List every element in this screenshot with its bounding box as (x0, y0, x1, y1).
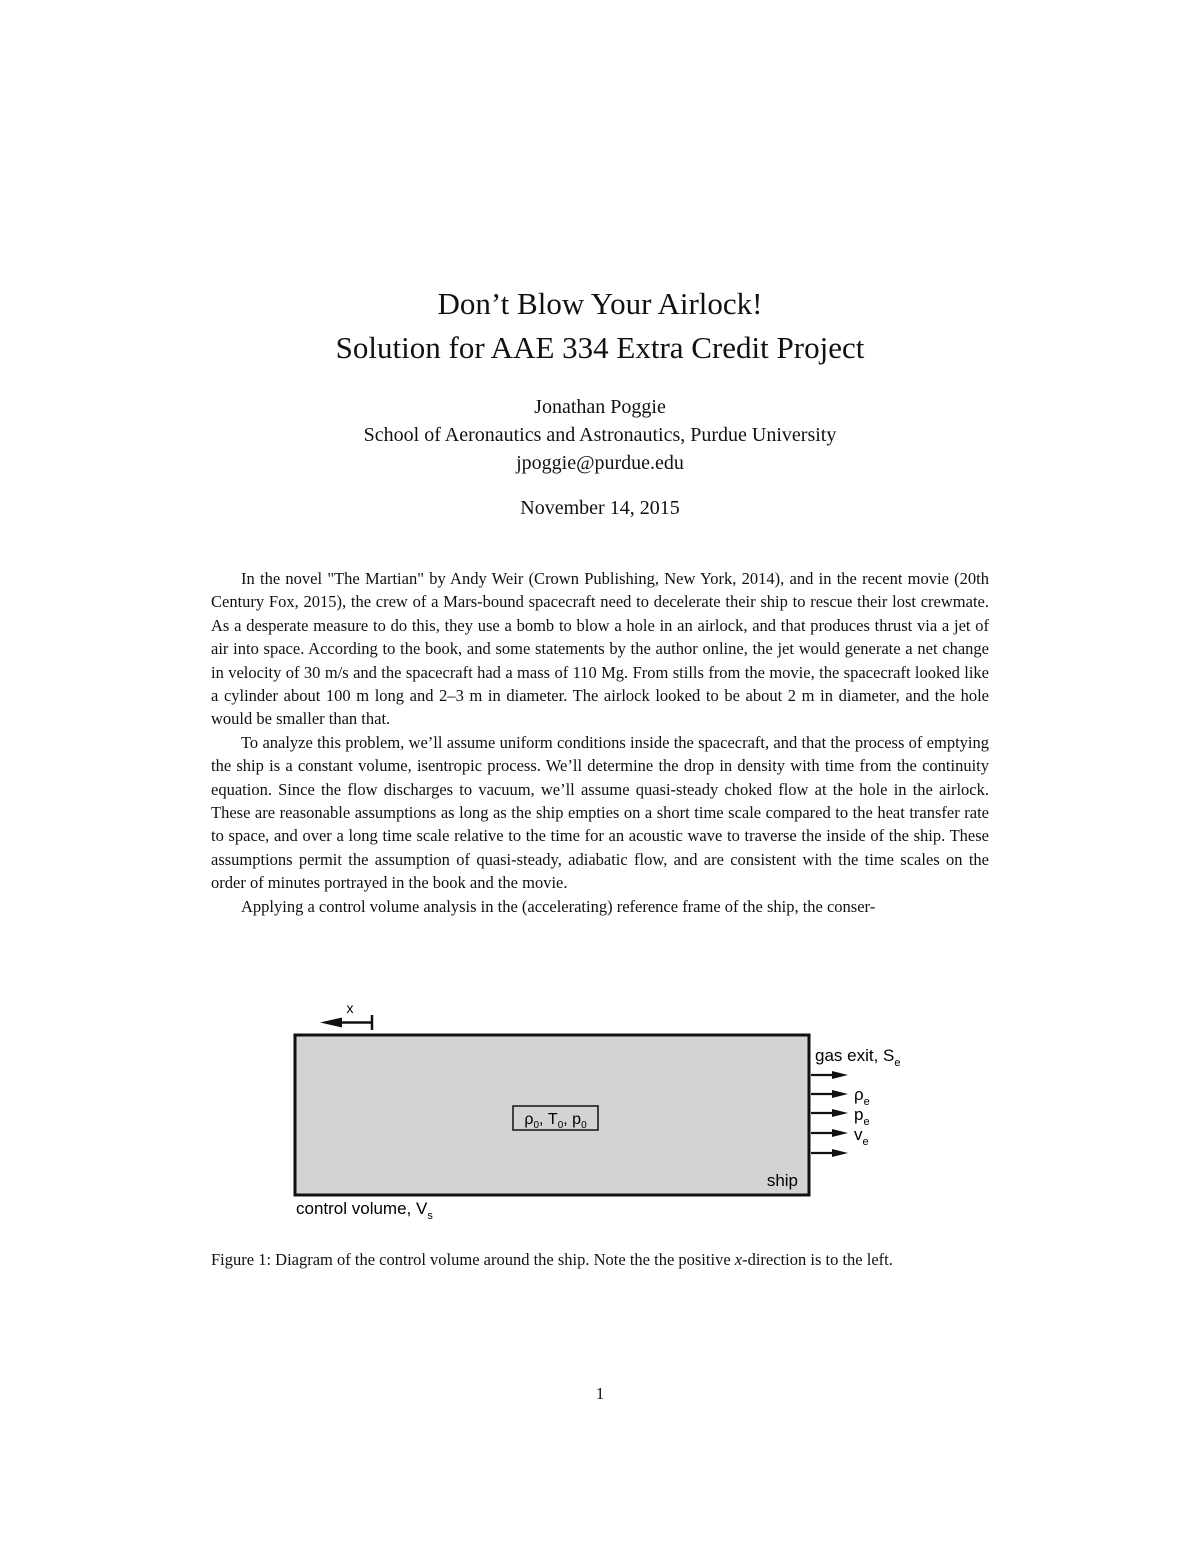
interior-pressure: p (572, 1111, 582, 1128)
title-block (0, 282, 1200, 370)
ship-label: ship (766, 1171, 798, 1190)
control-volume-diagram (280, 995, 960, 1225)
paper-title: Don’t Blow Your Airlock! (437, 286, 763, 321)
control-volume-label: control volume, $V_s$ (296, 1199, 433, 1222)
exit-flow-arrows (811, 1071, 848, 1157)
author-name: Jonathan Poggie (534, 396, 666, 418)
paragraph: In the novel "The Martian" by Andy Weir (Crown Publishing, New York, 2014), and in the recent movie (20th Century Fox, 2015), the crew of a Mars-bound spacecraft need to decelerate their ship to rescue their lost crewmate. As a desperate measure to do this, they use a bomb to blow a hole in an airlock, and that produces thrust via a jet of air into space. According to the book, and some statements by the author online, the jet would generate a net change in velocity of 30 m/s and the spacecraft had a mass of 110 Mg. From stills from the movie, the spacecraft looked like a cylinder about 100 m long and 2–3 m in diameter. The airlock looked to be about 2 m in diameter, and the hole would be smaller than that. (211, 569, 989, 729)
author-block (0, 393, 1200, 477)
interior-state-label: $\rho_0$, $T_0$, $p_0$ (524, 1111, 587, 1131)
paper-date: November 14, 2015 (520, 497, 680, 519)
exit-density-label: $\rho_e$ (854, 1085, 870, 1108)
paragraph: Applying a control volume analysis in the (accelerating) reference frame of the ship, the conser- (241, 896, 876, 916)
exit-arrowhead-icon (832, 1090, 848, 1098)
exit-pressure-label: $p_e$ (854, 1105, 870, 1128)
interior-temp: T (547, 1111, 558, 1128)
x-axis-arrow-icon (320, 1018, 342, 1028)
gas-exit-label: gas exit, $S_e$ (815, 1046, 901, 1069)
page-number: 1 (595, 1384, 605, 1403)
exit-velocity-label: $v_e$ (854, 1125, 869, 1148)
paper-subtitle: Solution for AAE 334 Extra Credit Project (335, 330, 865, 365)
author-email: jpoggie@purdue.edu (516, 452, 684, 474)
exit-arrowhead-icon (832, 1071, 848, 1079)
caption-variable: x (734, 1250, 743, 1269)
control-volume-figure (280, 995, 960, 1225)
exit-arrowhead-icon (832, 1149, 848, 1157)
paragraph: To analyze this problem, we’ll assume uniform conditions inside the spacecraft, and that the process of emptying the ship is a constant volume, isentropic process. We’ll determine the drop in density with time from the continuity equation. Since the flow discharges to vacuum, we’ll assume quasi-steady choked flow at the hole in the airlock. These are reasonable assumptions as long as the ship empties on a short time scale compared to the heat transfer rate to space, and over a long time scale relative to the time for an acoustic wave to traverse the inside of the ship. These assumptions permit the assumption of quasi-steady, adiabatic flow, and are consistent with the time scales on the order of minutes portrayed in the book and the movie. (211, 732, 989, 893)
exit-arrowhead-icon (832, 1129, 848, 1137)
exit-arrowhead-icon (832, 1109, 848, 1117)
body-text (211, 567, 989, 918)
author-affiliation: School of Aeronautics and Astronautics, Purdue University (363, 424, 837, 446)
x-axis-label: x (346, 1000, 354, 1016)
interior-rho: ρ (524, 1111, 534, 1128)
figure-caption: Figure 1: Diagram of the control volume around the ship. Note the the positive x-direction is to the left. (211, 1250, 893, 1269)
